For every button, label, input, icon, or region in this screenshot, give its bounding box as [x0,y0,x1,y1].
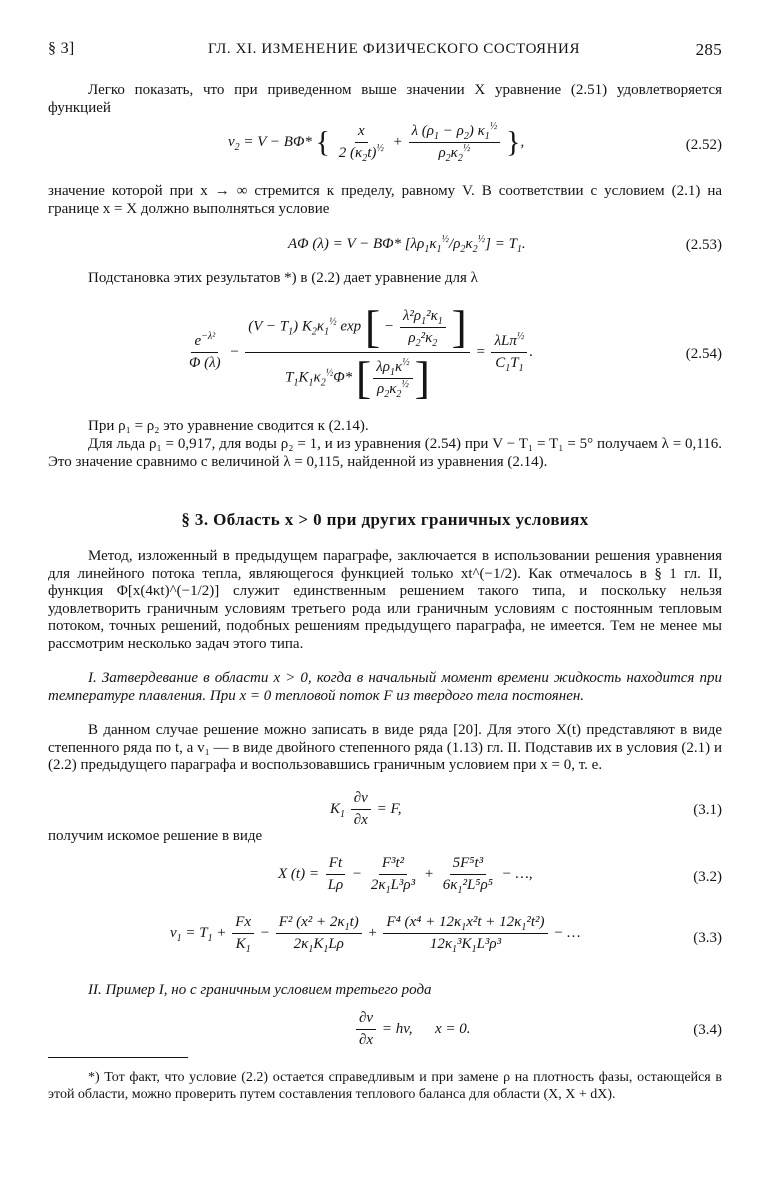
footnote: *) Тот факт, что условие (2.2) остается справедливым и при замене ρ на плотность фазы, остающейся в этой области, можно проверить путем составления теплового баланса для области (X, X + dX). [48,1070,722,1102]
section-ref: § 3] [48,40,75,57]
equation-number: (2.52) [685,137,722,153]
paragraph-reduction: При ρ₁ = ρ₂ это уравнение сводится к (2.14). [88,418,369,434]
chapter-title: ГЛ. XI. ИЗМЕНЕНИЕ ФИЗИЧЕСКОГО СОСТОЯНИЯ [208,41,581,57]
paragraph-ice-water: Для льда ρ₁ = 0,917, для воды ρ₂ = 1, и из уравнения (2.54) при V − T₁ = T₁ = 5° получаем λ = 0,116. Это значение сравнимо с величиной λ = 0,115, найденной из уравнения (2.14). [48,436,722,470]
equation-number: (3.1) [693,802,722,818]
equation-3-4: $\frac{\partial v}{\partial x}$ = hv, x = 0. (3.4) [48,1010,722,1050]
equation-3-1: $K_1$ $\frac{\partial v}{\partial x}$ = F, (3.1) [330,790,722,828]
paragraph-intro: Легко показать, что при приведенном выше значении X уравнение (2.51) удовлетворяется функцией [48,82,722,116]
equation-number: (3.4) [693,1022,722,1038]
footnote-divider [48,1057,188,1058]
page-number: 285 [695,40,722,59]
paragraph-series: В данном случае решение можно записать в виде ряда [20]. Для этого X(t) представляют в виде степенного ряда по t, а v₁ — в виде двойного степенного ряда (1.13) гл. II. Подставив их в условия (2.1) и (2.2) предыдущего параграфа и воспользовавшись граничным условием при x = 0, т. е. [48,722,722,774]
equation-2-54: $\frac{e^{-\lambda^2}}{\Phi (\lambda)}$ − $(V - T_1)$ $K_2\kappa_1^{\frac{1}{2}}$ exp [ − $\frac{\lambda^2\rho_1^2\kappa_1}{\rho_2^2\kappa_2}$ ] $T_1K_1\kappa_2^{\frac{1}{2}}\Phi*$ [ $\frac{\lambda\rho_1\kappa^{\frac{1}{2}}}{\rho_2\kappa_2^{\frac{1}{2}}}$ ] = $\frac{\lambda L\pi^{\frac{1}{2}}}{C_1T_1}$ . (2.54) [189,301,722,403]
paragraph-method: Метод, изложенный в предыдущем параграфе, заключается в использовании решения уравнения для линейного потока тепла, являющегося функцией только xt^(−1/2). Как отмечалось в § 1 гл. II, функция Φ[x(4κt)^(−1/2)] служит единственным решением такого типа, и поскольку нельзя удовлетворить граничным условиям третьего рода или граничным условиям с постоянным тепловым потоком, точных решений, подобных решениям предыдущего параграфа, не имеется. Тем не менее мы рассмотрим несколько задач этого типа. [48,548,722,652]
running-head [48,40,722,64]
equation-number: (2.53) [685,237,722,253]
section-heading: § 3. Область x > 0 при других граничных условиях [181,510,589,529]
equation-3-2: X (t) = $\frac{Ft}{L\rho}$ − $\frac{\text{F³t²}}{2\kappa_1L^3\rho^3}$ + $\frac{\text{5F⁵t³}}{6\kappa_1^2L^5\rho^5}$ − …, (3.2) [278,855,722,896]
paragraph-limit: значение которой при x → ∞ стремится к пределу, равному V. В соответствии с условием (2.1) на границе x = X должно выполняться условие [48,183,722,217]
equation-number: (3.3) [693,930,722,946]
equation-number: (2.54) [685,346,722,362]
equation-3-3: $v_1 = T_1$ + $\frac{Fx}{K_1}$ − $\frac{F^2 (x^2 + 2\kappa_1t)}{2\kappa_1K_1L\rho}$ + $\frac{F^4 (x^4 + 12\kappa_1x^2t + 12\kappa_1^2t^2)}{12\kappa_1^3K_1L^3\rho^3}$ − … (3.3) [170,914,722,955]
equation-2-52: $v_2 = V - B\Phi*$ { $\frac{x}{2 (\kappa_2t)^{\frac{1}{2}}}$ + $\frac{\lambda (\rho_1 - \rho_2) \kappa_1^{\frac{1}{2}}}{\rho_2\kappa_2^{\frac{1}{2}}}$ }, (2.52) [228,121,722,164]
paragraph-solution: получим искомое решение в виде [48,828,263,844]
equation-2-53: AΦ (λ) = V − BΦ* $[\lambda\rho_1\kappa_1^{\frac{1}{2}}/\rho_2\kappa_2^{\frac{1}{2}}] = T_1$. (2.53) [288,234,722,255]
paragraph-case-two: II. Пример I, но с граничным условием третьего рода [88,982,432,998]
equation-number: (3.2) [693,869,722,885]
paragraph-case-one: I. Затвердевание в области x > 0, когда в начальный момент времени жидкость находится при температуре плавления. При x = 0 тепловой поток F из твердого тела постоянен. [48,670,722,704]
paragraph-substitution: Подстановка этих результатов *) в (2.2) дает уравнение для λ [88,270,478,286]
